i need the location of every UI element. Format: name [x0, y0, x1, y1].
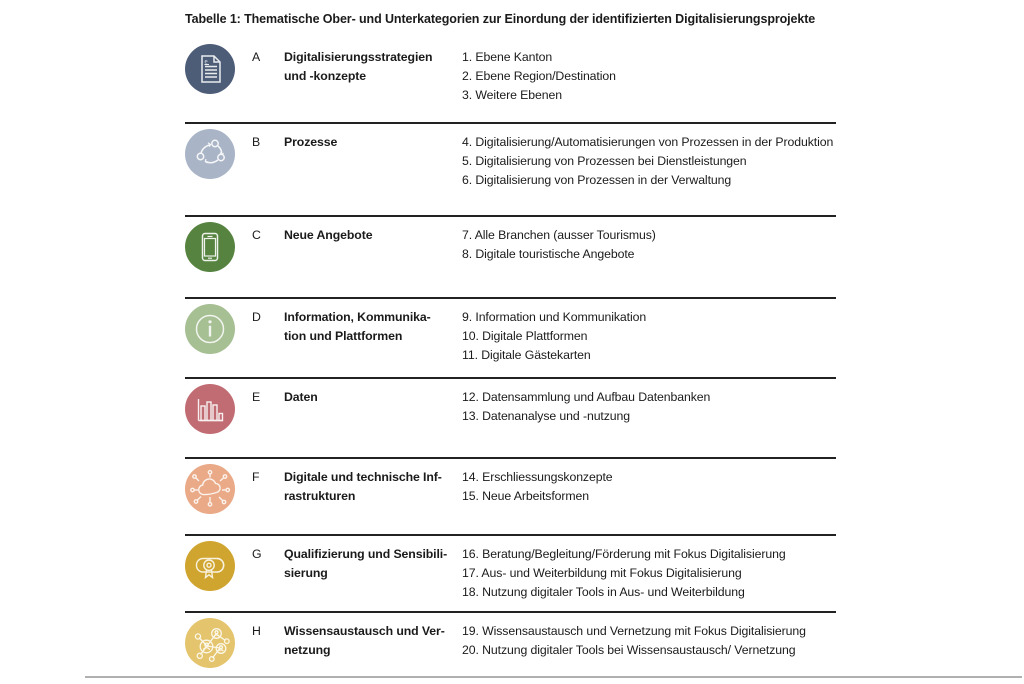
subcategory-item: 12. Datensammlung und Aufbau Datenbanken — [462, 390, 711, 404]
category-letter: E — [252, 390, 261, 404]
document-icon — [185, 44, 235, 94]
document-page — [185, 12, 836, 679]
category-name: Prozesse — [284, 135, 338, 149]
subcategory-item: 10. Digitale Plattformen — [462, 329, 588, 343]
subcategory-list — [462, 124, 836, 215]
bar-chart-icon — [185, 384, 235, 434]
table-row — [185, 297, 836, 377]
subcategory-list — [462, 613, 836, 679]
people-network-icon — [185, 618, 235, 668]
process-cycle-icon — [185, 129, 235, 179]
subcategory-item: 8. Digitale touristische Angebote — [462, 247, 635, 261]
table-row — [185, 457, 836, 534]
subcategory-item: 18. Nutzung digitaler Tools in Aus- und Weiterbildung — [462, 585, 745, 599]
subcategory-list — [462, 379, 836, 457]
subcategory-item: 15. Neue Arbeitsformen — [462, 489, 589, 503]
subcategory-item: 1. Ebene Kanton — [462, 50, 553, 64]
page-title: Tabelle 1: Thematische Ober- und Unterkategorien zur Einordung der identifizierten Digitalisierungsprojekte — [185, 12, 816, 26]
subcategory-list — [462, 459, 836, 534]
subcategory-item: 11. Digitale Gästekarten — [462, 348, 591, 362]
subcategory-list — [462, 39, 836, 122]
certificate-icon — [185, 541, 235, 591]
category-letter: A — [252, 50, 261, 64]
table-row — [185, 215, 836, 297]
category-name: Wissensaustausch und Ver- netzung — [284, 624, 445, 657]
category-name: Digitalisierungsstrategien und -konzepte — [284, 50, 433, 83]
page-bottom-rule — [85, 676, 1022, 678]
category-letter: F — [252, 470, 260, 484]
category-name: Neue Angebote — [284, 228, 373, 242]
subcategory-item: 20. Nutzung digitaler Tools bei Wissensaustausch/ Vernetzung — [462, 643, 796, 657]
subcategory-item: 3. Weitere Ebenen — [462, 88, 562, 102]
category-letter: D — [252, 310, 261, 324]
subcategory-item: 19. Wissensaustausch und Vernetzung mit Fokus Digitalisierung — [462, 624, 806, 638]
table-row — [185, 377, 836, 457]
category-name: Qualifizierung und Sensibili- sierung — [284, 547, 448, 580]
subcategory-item: 9. Information und Kommunikation — [462, 310, 647, 324]
table-row — [185, 122, 836, 215]
table-row — [185, 611, 836, 679]
subcategory-item: 13. Datenanalyse und -nutzung — [462, 409, 631, 423]
subcategory-item: 2. Ebene Region/Destination — [462, 69, 616, 83]
subcategory-item: 16. Beratung/Begleitung/Förderung mit Fokus Digitalisierung — [462, 547, 786, 561]
category-name: Daten — [284, 390, 318, 404]
subcategory-list — [462, 217, 836, 297]
svg-text:e: e — [204, 57, 208, 66]
category-letter: G — [252, 547, 262, 561]
category-letter: B — [252, 135, 261, 149]
cloud-network-icon — [185, 464, 235, 514]
subcategory-item: 4. Digitalisierung/Automatisierungen von Prozessen in der Produktion — [462, 135, 834, 149]
subcategory-list — [462, 536, 836, 611]
info-icon — [185, 304, 235, 354]
table-row — [185, 39, 836, 122]
table-row — [185, 534, 836, 611]
subcategory-item: 17. Aus- und Weiterbildung mit Fokus Digitalisierung — [462, 566, 742, 580]
category-letter: C — [252, 228, 261, 242]
subcategory-item: 5. Digitalisierung von Prozessen bei Dienstleistungen — [462, 154, 747, 168]
subcategory-item: 14. Erschliessungskonzepte — [462, 470, 613, 484]
category-name: Digitale und technische Inf- rastrukturen — [284, 470, 442, 503]
smartphone-icon — [185, 222, 235, 272]
category-table — [185, 39, 836, 679]
category-letter: H — [252, 624, 261, 638]
subcategory-item: 6. Digitalisierung von Prozessen in der Verwaltung — [462, 173, 732, 187]
category-name: Information, Kommunika- tion und Plattformen — [284, 310, 431, 343]
subcategory-list — [462, 299, 836, 377]
subcategory-item: 7. Alle Branchen (ausser Tourismus) — [462, 228, 656, 242]
